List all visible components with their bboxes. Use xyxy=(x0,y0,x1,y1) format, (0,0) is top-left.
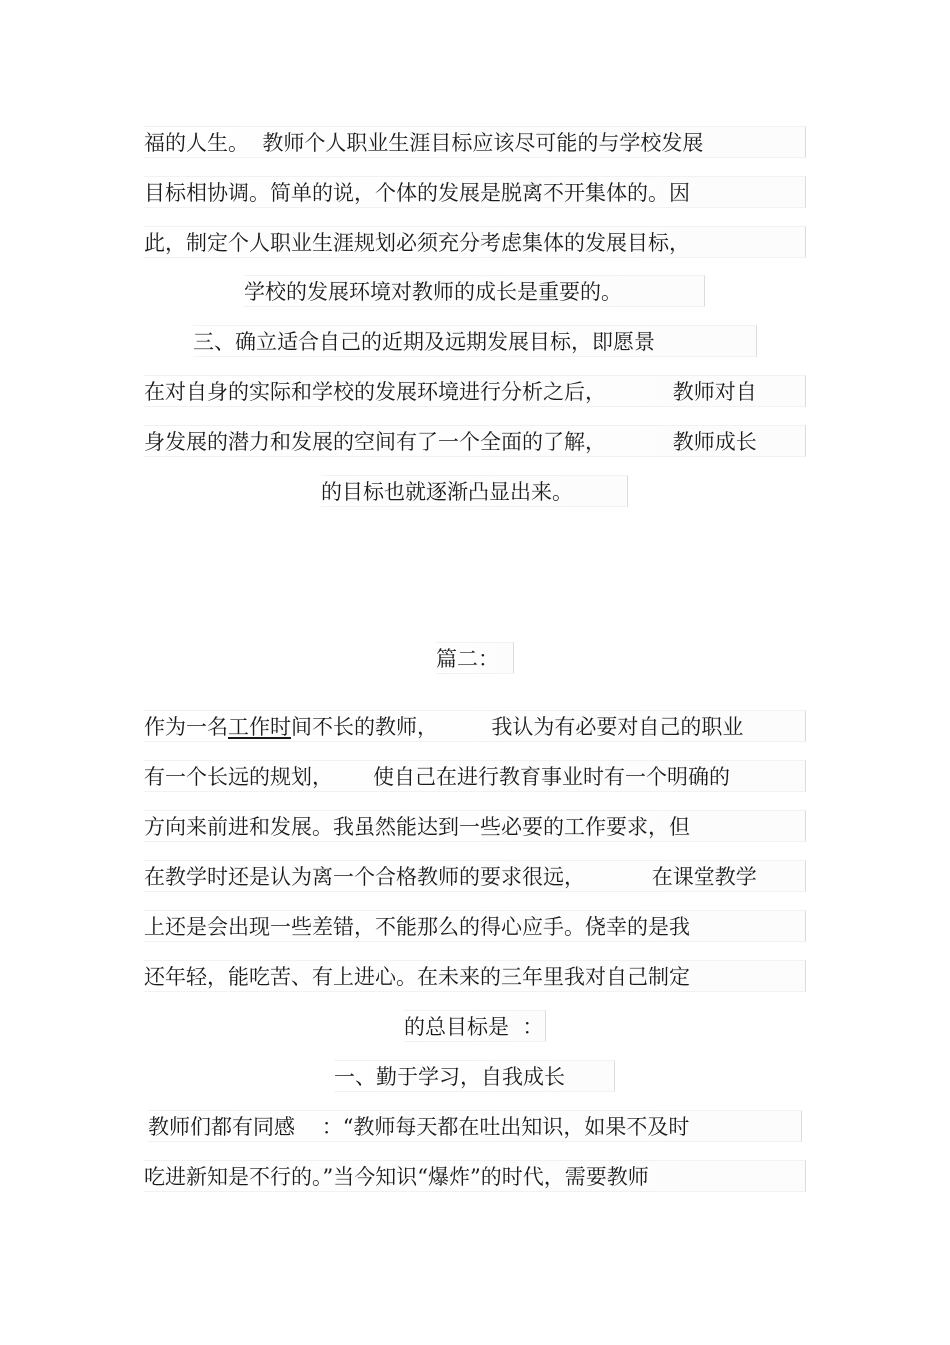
text-line: 福的人生。 教师个人职业生涯目标应该尽可能的与学校发展 xyxy=(144,126,806,158)
subsection-heading: 一、勤于学习，自我成长 xyxy=(334,1060,615,1092)
text-line: 身发展的潜力和发展的空间有了一个全面的了解， 教师成长 xyxy=(144,425,806,457)
text-line: 学校的发展环境对教师的成长是重要的。 xyxy=(244,275,705,307)
text-line: 方向来前进和发展。我虽然能达到一些必要的工作要求，但 xyxy=(144,810,806,842)
section-heading-3: 三、确立适合自己的近期及远期发展目标，即愿景 xyxy=(193,325,757,357)
text-span: 作为一名 xyxy=(144,715,228,739)
text-line: 在对自身的实际和学校的发展环境进行分析之后， 教师对自 xyxy=(144,375,806,407)
text-line: 有一个长远的规划， 使自己在进行教育事业时有一个明确的 xyxy=(144,760,806,792)
text-line: 的总目标是 ： xyxy=(404,1010,546,1042)
text-line: 吃进新知是不行的。”当今知识“爆炸”的时代，需要教师 xyxy=(144,1160,806,1192)
text-line: 在教学时还是认为离一个合格教师的要求很远， 在课堂教学 xyxy=(144,860,806,892)
text-span: 间不长的教师， 我认为有必要对自己的职业 xyxy=(291,715,744,739)
text-line: 教师们都有同感 ：“教师每天都在吐出知识，如果不及时 xyxy=(148,1110,802,1142)
text-line: 还年轻，能吃苦、有上进心。在未来的三年里我对自己制定 xyxy=(144,960,806,992)
text-line: 目标相协调。简单的说，个体的发展是脱离不开集体的。因 xyxy=(144,176,806,208)
text-line: 上还是会出现一些差错，不能那么的得心应手。侥幸的是我 xyxy=(144,910,806,942)
chapter-heading: 篇二： xyxy=(436,642,514,674)
text-line: 此，制定个人职业生涯规划必须充分考虑集体的发展目标， xyxy=(144,226,806,258)
text-line: 的目标也就逐渐凸显出来。 xyxy=(321,475,628,507)
text-line xyxy=(144,710,806,742)
underlined-text: 工作时 xyxy=(228,715,291,739)
